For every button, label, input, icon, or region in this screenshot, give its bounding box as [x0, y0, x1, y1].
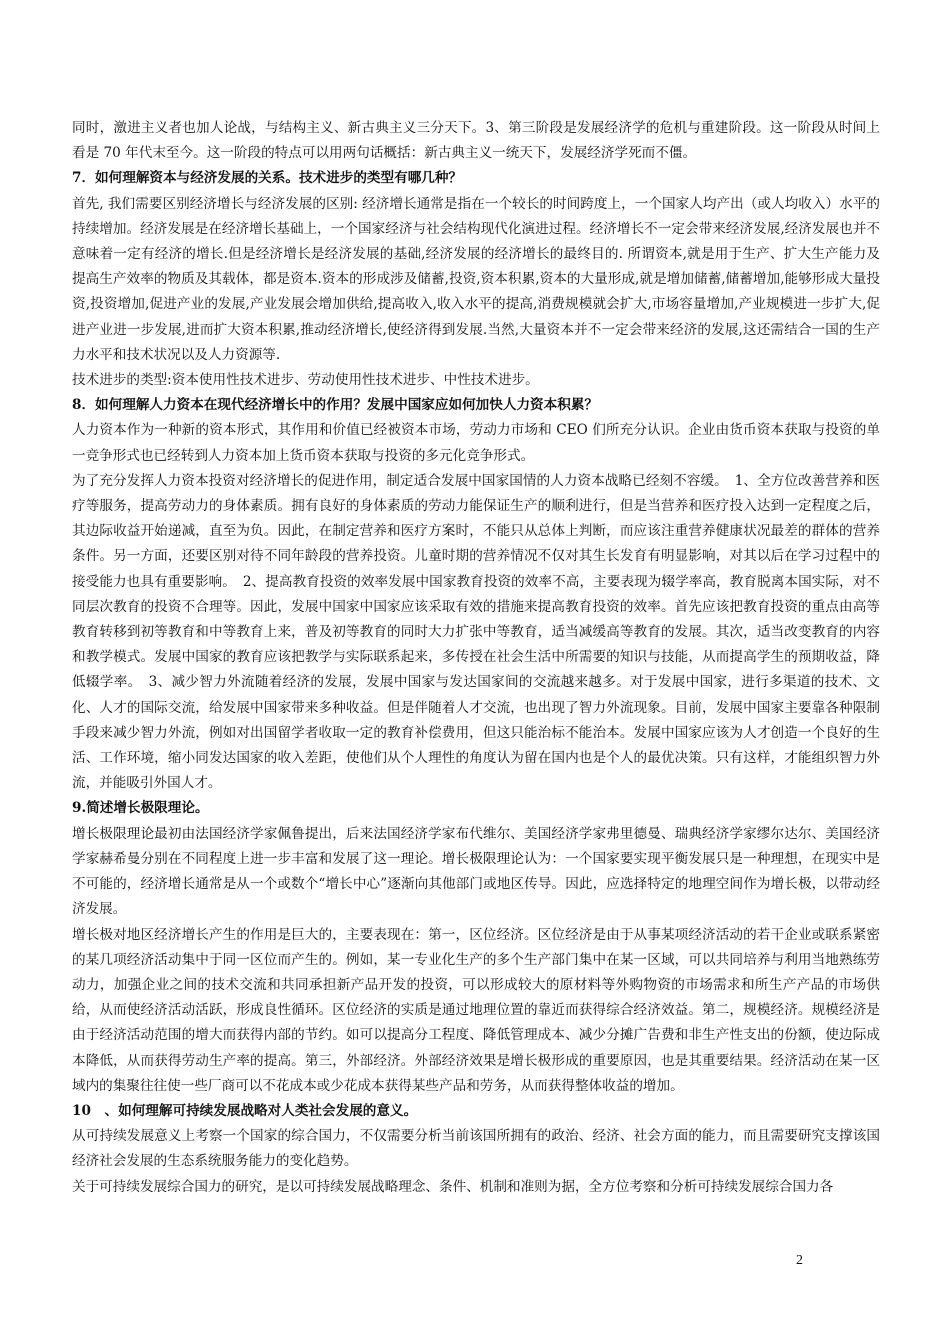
paragraph-sustainable-power: 从可持续发展意义上考察一个国家的综合国力，不仅需要分析当前该国所拥有的政治、经济、社会方面的能力，而且需要研究支撑该国经济社会发展的生态系统服务能力的变化趋势。 — [72, 1128, 880, 1170]
question-8-heading: 8．如何理解人力资本在现代经济增长中的作用？发展中国家应如何加快人力资本积累？ — [72, 397, 599, 414]
paragraph-sustainable-research: 关于可持续发展综合国力的研究，是以可持续发展战略理念、条件、机制和准则为据，全方位考察和分析可持续发展综合国力各 — [72, 1178, 834, 1195]
page-number: 2 — [796, 1253, 803, 1268]
paragraph-human-capital-intro: 人力资本作为一种新的资本形式，其作用和价值已经被资本市场，劳动力市场和 CEO 们所充分认识。企业由货币资本获取与投资的单一竞争形式也已经转到人力资本加上货币资本获取与投资的多元化竞争形式。 — [72, 422, 880, 464]
paragraph-intro: 同时，激进主义者也加人论战，与结构主义、新古典主义三分天下。3、第三阶段是发展经济学的危机与重建阶段。这一阶段从时间上看是 70 年代末至今。这一阶段的特点可以用两句话概括：新古典主义一统天下，发展经济学死而不僵。 — [72, 120, 880, 162]
paragraph-human-capital-strategy: 为了充分发挥人力资本投资对经济增长的促进作用，制定适合发展中国家国情的人力资本战略已经刻不容缓。 1、全方位改善营养和医疗等服务，提高劳动力的身体素质。拥有良好的身体素质的劳动力能保证生产的顺利进行，但是当营养和医疗投入达到一定程度之后，其边际收益开始递减，直至为负。因此，在制定营养和医疗方案时，不能只从总体上判断，而应该注重营养健康状况最差的群体的营养条件。另一方面，还要区别对待不同年龄段的营养投资。儿童时期的营养情况不仅对其生长发育有明显影响，对其以后在学习过程中的接受能力也具有重要影响。 2、提高教育投资的效率发展中国家教育投资的效率不高，主要表现为辍学率高，教育脱离本国实际，对不同层次教育的投资不合理等。因此，发展中国家中国家应该采取有效的措施来提高教育投资的效率。首先应该把教育投资的重点由高等教育转移到初等教育和中等教育上来，普及初等教育的同时大力扩张中等教育，适当减缓高等教育的发展。其次，适当改变教育的内容和教学模式。发展中国家的教育应该把教学与实际联系起来，多传授在社会生活中所需要的知识与技能，从而提高学生的预期收益，降低辍学率。 3、减少智力外流随着经济的发展，发展中国家与发达国家间的交流越来越多。对于发展中国家，进行多渠道的技术、文化、人才的国际交流，给发展中国家带来多种收益。但是伴随着人才交流，也出现了智力外流现象。目前，发展中国家主要靠各种限制手段来减少智力外流，例如对出国留学者收取一定的教育补偿费用，但这只能治标不能治本。发展中国家应该为人才创造一个良好的生活、工作环境，缩小同发达国家的收入差距，使他们从个人理性的角度认为留在国内也是个人的最优决策。只有这样，才能组织智力外流，并能吸引外国人才。 — [72, 472, 880, 792]
paragraph-tech-progress-types: 技术进步的类型:资本使用性技术进步、劳动使用性技术进步、中性技术进步。 — [72, 372, 539, 389]
paragraph-growth-pole-effects: 增长极对地区经济增长产生的作用是巨大的，主要表现在：第一，区位经济。区位经济是由于从事某项经济活动的若干企业或联系紧密的某几项经济活动集中于同一区位而产生的。例如，某一专业化生产的多个生产部门集中在某一区域，可以共同培养与利用当地熟练劳动力，加强企业之间的技术交流和共同承担新产品开发的投资，可以形成较大的原材料等外购物资的市场需求和所生产产品的市场供给，从而使经济活动活跃，形成良性循环。区位经济的实质是通过地理位置的靠近而获得综合经济效益。第二，规模经济。规模经济是由于经济活动范围的增大而获得内部的节约。如可以提高分工程度、降低管理成本、减少分摊广告费和非生产性支出的份额，使边际成本降低，从而获得劳动生产率的提高。第三，外部经济。外部经济效果是增长极形成的重要原因，也是其重要结果。经济活动在某一区域内的集聚往往使一些厂商可以不花成本或少花成本获得某些产品和劳务，从而获得整体收益的增加。 — [72, 926, 880, 1094]
question-10-heading: 10 、如何理解可持续发展战略对人类社会发展的意义。 — [72, 1102, 418, 1119]
paragraph-growth-pole-theory: 增长极限理论最初由法国经济学家佩鲁提出，后来法国经济学家布代维尔、美国经济学家弗里德曼、瑞典经济学家缪尔达尔、美国经济学家赫希曼分别在不同程度上进一步丰富和发展了这一理论。增长极限理论认为：一个国家要实现平衡发展只是一种理想，在现实中是不可能的，经济增长通常是从一个或数个“增长中心”逐渐向其他部门或地区传导。因此，应选择特定的地理空间作为增长极，以带动经济发展。 — [72, 825, 880, 918]
question-9-heading: 9.简述增长极限理论。 — [72, 800, 209, 817]
paragraph-capital-development: 首先, 我们需要区别经济增长与经济发展的区别: 经济增长通常是指在一个较长的时间跨度上，一个国家人均产出（或人均收入）水平的持续增加。经济发展是在经济增长基础上，一个国家经济与社会结构现代化演进过程。经济增长不一定会带来经济发展,经济发展也并不意味着一定有经济的增长.但是经济增长是经济发展的基础,经济发展的经济增长的最终目的. 所谓资本,就是用于生产、扩大生产能力及提高生产效率的物质及其载体，都是资本.资本的形成涉及储蓄,投资,资本积累,资本的大量形成,就是增加储蓄,储蓄增加,能够形成大量投资,投资增加,促进产业的发展,产业发展会增加供给,提高收入,收入水平的提高,消费规模就会扩大,市场容量增加,产业规模进一步扩大,促进产业进一步发展,进而扩大资本积累,推动经济增长,使经济得到发展.当然,大量资本并不一定会带来经济的发展,这还需结合一国的生产力水平和技术状况以及人力资源等. — [72, 195, 880, 363]
document-body — [72, 116, 880, 1200]
question-7-heading: 7．如何理解资本与经济发展的关系。技术进步的类型有哪几种？ — [72, 170, 463, 187]
